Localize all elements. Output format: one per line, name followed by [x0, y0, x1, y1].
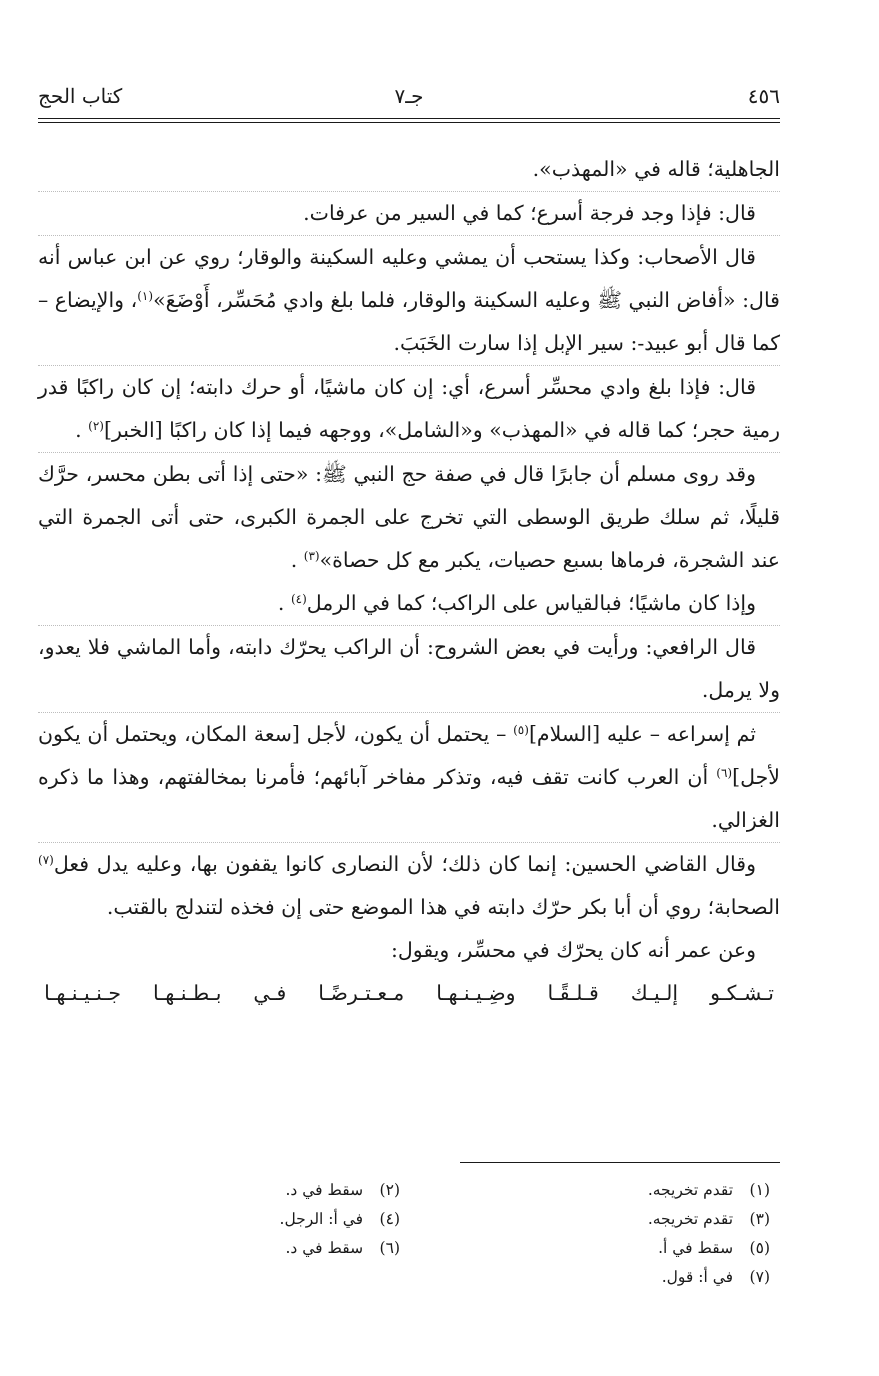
verse-word: مـعـتـرضًـا — [318, 981, 405, 1005]
footnote-ref-6[interactable]: (٦) — [716, 766, 733, 780]
paragraph-8: ثم إسراعه – عليه [السلام]$^{(٥)}$ – يحتمل أن يكون، لأجل [سعة المكان، ويحتمل أن يكون لأجل]$^{(٦)}$ أن العرب كانت تقف فيه، وتذكر مفاخر آبائهم؛ فأمرنا بمخالفتهم، وهذا ما ذكره الغزالي. — [38, 712, 780, 842]
verse-word: بـطـنـهـا — [152, 981, 222, 1005]
footnotes — [70, 1176, 770, 1292]
header-rule — [38, 118, 780, 123]
verse-word: قـلـقًـا — [547, 981, 599, 1005]
footnote-ref-5[interactable]: (٥) — [513, 723, 529, 737]
paragraph-4: قال: فإذا بلغ وادي محسِّر أسرع، أي: إن كان ماشيًا، أو حرك دابته؛ إن كان راكبًا قدر رمية حجر؛ كما قاله في «المهذب» و«الشامل»، ووجهه فيما إذا كان راكبًا [الخبر]$^{(٢)}$ . — [38, 365, 780, 452]
book-page — [38, 0, 780, 1376]
paragraph-1: الجاهلية؛ قاله في «المهذب». — [532, 157, 780, 181]
running-header — [38, 84, 780, 114]
paragraph-3: قال الأصحاب: وكذا يستحب أن يمشي وعليه السكينة والوقار؛ روي عن ابن عباس أنه قال: «أفاض النبي ﷺ وعليه السكينة والوقار، فلما بلغ وادي مُحَسِّر، أَوْضَعَ»$^{(١)}$، والإيضاع – كما قال أبو عبيد-: سير الإبل إذا سارت الخَبَبَ. — [38, 235, 780, 365]
footnote-ref-1[interactable]: (١) — [137, 289, 154, 303]
main-text — [38, 148, 780, 1015]
paragraph-5: وقد روى مسلم أن جابرًا قال في صفة حج النبي ﷺ: «حتى إذا أتى بطن محسر، حرَّك قليلًا، ثم سلك طريق الوسطى التي تخرج على الجمرة الكبرى، حتى أتى الجمرة التي عند الشجرة، فرماها بسبع حصيات، يكبر مع كل حصاة»$^{(٣)}$ . — [38, 452, 780, 582]
footnote-1: (١) تقدم تخريجه. — [647, 1181, 770, 1199]
footnote-2: (٢) سقط في د. — [285, 1181, 400, 1199]
footnote-ref-3[interactable]: (٣) — [303, 549, 320, 563]
footnote-5: (٥) سقط في أ. — [658, 1239, 770, 1257]
footnote-separator — [460, 1162, 780, 1163]
poem-verse — [38, 972, 780, 1015]
footnote-4: (٤) في أ: الرجل. — [279, 1210, 400, 1228]
verse-word: إلـيـك — [630, 981, 679, 1005]
volume-number: جـ٧ — [394, 84, 424, 108]
page-number: ٤٥٦ — [747, 84, 780, 108]
footnote-ref-4[interactable]: (٤) — [290, 592, 307, 606]
footnote-6: (٦) سقط في د. — [285, 1239, 400, 1257]
verse-word: فـي — [253, 981, 287, 1005]
footnote-3: (٣) تقدم تخريجه. — [647, 1210, 770, 1228]
book-title: كتاب الحج — [38, 84, 123, 108]
verse-word: تـشـكـو — [710, 981, 774, 1005]
paragraph-2: قال: فإذا وجد فرجة أسرع؛ كما في السير من عرفات. — [38, 191, 780, 235]
paragraph-10: وعن عمر أنه كان يحرّك في محسِّر، ويقول: — [390, 938, 756, 962]
footnote-ref-7[interactable]: (٧) — [38, 853, 54, 867]
verse-word: وضِـيـنـهـا — [436, 981, 516, 1005]
verse-word: جـنـيـنـهـا — [44, 981, 122, 1005]
paragraph-9: وقال القاضي الحسين: إنما كان ذلك؛ لأن النصارى كانوا يقفون بها، وعليه يدل فعل$^{(٧)}$ الصحابة؛ روي أن أبا بكر حرّك دابته في هذا الموضع حتى إن فخذه لتندلج بالقتب. — [38, 842, 780, 929]
footnote-7: (٧) في أ: قول. — [661, 1268, 770, 1286]
paragraph-6: وإذا كان ماشيًا؛ فبالقياس على الراكب؛ كما في الرمل$^{(٤)}$ . — [277, 591, 756, 615]
footnote-ref-2[interactable]: (٢) — [88, 419, 104, 433]
paragraph-7: قال الرافعي: ورأيت في بعض الشروح: أن الراكب يحرّك دابته، وأما الماشي فلا يعدو، ولا يرمل. — [38, 625, 780, 712]
